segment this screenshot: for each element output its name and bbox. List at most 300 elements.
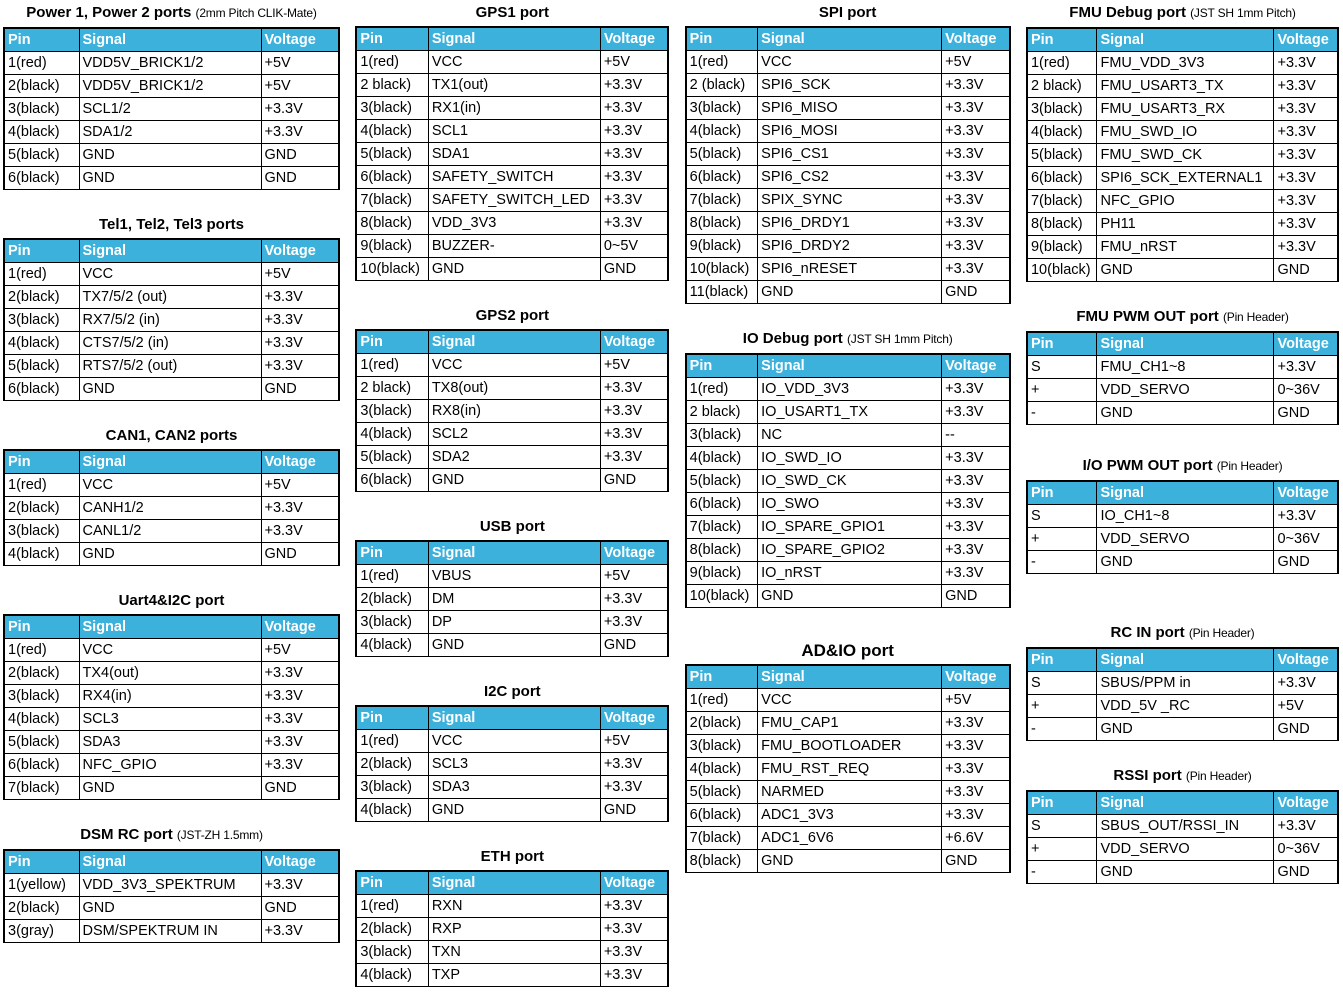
pin-cell: 3(black) [356, 97, 428, 120]
voltage-cell: +6.6V [942, 827, 1010, 850]
signal-cell: NARMED [758, 781, 942, 804]
pin-cell: 3(black) [4, 98, 79, 121]
voltage-cell: +3.3V [261, 685, 339, 708]
table-row [356, 964, 668, 987]
table-row [686, 212, 1010, 235]
voltage-cell: +3.3V [600, 189, 668, 212]
pin-cell: 9(black) [686, 562, 758, 585]
voltage-cell: +5V [261, 75, 339, 98]
signal-cell: IO_SWD_IO [758, 447, 942, 470]
signal-cell: SDA3 [79, 731, 261, 754]
pinout-table [1026, 480, 1339, 574]
table-row [1027, 213, 1338, 236]
table-row [1027, 402, 1338, 425]
voltage-cell: +5V [600, 51, 668, 74]
pin-cell: 3(black) [356, 400, 428, 423]
table-title [685, 330, 1011, 348]
voltage-cell: +3.3V [942, 712, 1010, 735]
table-row [4, 520, 339, 543]
voltage-cell: +3.3V [1274, 75, 1338, 98]
port-table-section [3, 216, 340, 401]
signal-cell: SPI6_DRDY2 [758, 235, 942, 258]
table-row [1027, 379, 1338, 402]
column-header-pin: Pin [1027, 648, 1097, 672]
port-table-section [355, 848, 669, 987]
table-column-2 [355, 4, 669, 987]
signal-cell: SPI6_DRDY1 [758, 212, 942, 235]
pin-cell: S [1027, 815, 1097, 838]
table-header-row [356, 330, 668, 354]
signal-cell: GND [1097, 402, 1274, 425]
pin-cell: 5(black) [686, 470, 758, 493]
pin-cell: 5(black) [356, 446, 428, 469]
pin-cell: 4(black) [4, 708, 79, 731]
column-header-voltage: Voltage [261, 450, 339, 474]
pinout-table [355, 329, 669, 492]
voltage-cell: +3.3V [1274, 98, 1338, 121]
voltage-cell: GND [1274, 402, 1338, 425]
pin-cell: 2(black) [4, 286, 79, 309]
port-table-section [3, 826, 340, 943]
table-title-text: IO Debug port [742, 330, 843, 347]
voltage-cell: +3.3V [261, 731, 339, 754]
table-row [356, 97, 668, 120]
signal-cell: IO_SWD_CK [758, 470, 942, 493]
column-header-voltage: Voltage [1274, 332, 1338, 356]
signal-cell: GND [79, 777, 261, 800]
table-row [1027, 861, 1338, 884]
pin-cell: 3(black) [356, 611, 428, 634]
table-row [1027, 121, 1338, 144]
pinout-table [685, 26, 1011, 304]
signal-cell: RX8(in) [428, 400, 600, 423]
table-title [355, 307, 669, 324]
table-row [4, 639, 339, 662]
table-row [686, 470, 1010, 493]
pin-cell: 2(black) [4, 75, 79, 98]
table-row [356, 120, 668, 143]
signal-cell: GND [758, 850, 942, 873]
pin-cell: 3(black) [686, 735, 758, 758]
signal-cell: GND [1097, 861, 1274, 884]
column-header-signal: Signal [428, 330, 600, 354]
port-table-section [1026, 457, 1339, 574]
column-header-pin: Pin [1027, 28, 1097, 52]
signal-cell: VCC [79, 639, 261, 662]
table-row [356, 799, 668, 822]
table-title-note: (JST-ZH 1.5mm) [176, 828, 263, 842]
table-header-row [4, 615, 339, 639]
table-row [356, 634, 668, 657]
table-row [1027, 356, 1338, 379]
table-row [4, 309, 339, 332]
signal-cell: VDD_3V3_SPEKTRUM [79, 874, 261, 897]
voltage-cell: +3.3V [1274, 505, 1338, 528]
column-header-pin: Pin [4, 450, 79, 474]
pin-cell: 6(black) [4, 167, 79, 190]
pin-cell: 7(black) [356, 189, 428, 212]
voltage-cell: +5V [261, 263, 339, 286]
pin-cell: 8(black) [686, 539, 758, 562]
pin-cell: 1(red) [356, 354, 428, 377]
signal-cell: TX7/5/2 (out) [79, 286, 261, 309]
pin-cell: 4(black) [686, 758, 758, 781]
table-title-text: I2C port [483, 683, 541, 700]
voltage-cell: +3.3V [1274, 815, 1338, 838]
table-row [686, 585, 1010, 608]
voltage-cell: +3.3V [600, 120, 668, 143]
signal-cell: SDA3 [428, 776, 600, 799]
pin-cell: 5(black) [356, 143, 428, 166]
column-header-signal: Signal [758, 665, 942, 689]
table-row [1027, 838, 1338, 861]
port-table-section [1026, 767, 1339, 884]
column-header-signal: Signal [79, 450, 261, 474]
pin-cell: 6(black) [4, 378, 79, 401]
pinout-table [355, 705, 669, 822]
table-row [356, 588, 668, 611]
signal-cell: SPI6_SCK [758, 74, 942, 97]
pin-cell: - [1027, 551, 1097, 574]
table-row [1027, 144, 1338, 167]
voltage-cell: +3.3V [942, 378, 1010, 401]
table-row [356, 143, 668, 166]
table-row [686, 781, 1010, 804]
pin-cell: 2(black) [356, 588, 428, 611]
table-row [686, 378, 1010, 401]
voltage-cell: +3.3V [942, 539, 1010, 562]
signal-cell: TXN [428, 941, 600, 964]
voltage-cell: +3.3V [261, 920, 339, 943]
voltage-cell: GND [600, 799, 668, 822]
pin-cell: 4(black) [356, 634, 428, 657]
voltage-cell: GND [1274, 861, 1338, 884]
voltage-cell: GND [261, 777, 339, 800]
table-row [686, 97, 1010, 120]
signal-cell: VBUS [428, 565, 600, 588]
table-row [4, 497, 339, 520]
table-row [686, 539, 1010, 562]
voltage-cell: +3.3V [1274, 52, 1338, 75]
signal-cell: GND [1097, 718, 1274, 741]
table-header-row [356, 706, 668, 730]
column-header-pin: Pin [1027, 332, 1097, 356]
column-header-pin: Pin [356, 541, 428, 565]
pin-cell: - [1027, 718, 1097, 741]
voltage-cell: +3.3V [942, 189, 1010, 212]
signal-cell: VCC [428, 354, 600, 377]
table-title [355, 848, 669, 865]
pin-cell: 9(black) [686, 235, 758, 258]
signal-cell: FMU_SWD_IO [1097, 121, 1274, 144]
pin-cell: 1(yellow) [4, 874, 79, 897]
pin-cell: 2 black) [686, 401, 758, 424]
table-title [3, 826, 340, 844]
table-row [686, 758, 1010, 781]
table-row [4, 144, 339, 167]
port-table-section [685, 642, 1011, 873]
signal-cell: SPI6_SCK_EXTERNAL1 [1097, 167, 1274, 190]
signal-cell: SPI6_nRESET [758, 258, 942, 281]
signal-cell: GND [1097, 551, 1274, 574]
table-row [686, 562, 1010, 585]
table-row [1027, 98, 1338, 121]
column-header-voltage: Voltage [1274, 791, 1338, 815]
table-title-text: ETH port [480, 848, 544, 865]
column-header-pin: Pin [1027, 791, 1097, 815]
table-row [356, 166, 668, 189]
voltage-cell: +3.3V [1274, 190, 1338, 213]
column-header-voltage: Voltage [600, 541, 668, 565]
table-row [356, 377, 668, 400]
column-header-signal: Signal [79, 850, 261, 874]
pin-cell: 7(black) [1027, 190, 1097, 213]
port-table-section [685, 330, 1011, 608]
pin-cell: 9(black) [356, 235, 428, 258]
signal-cell: NFC_GPIO [79, 754, 261, 777]
column-header-pin: Pin [4, 28, 79, 52]
pin-cell: 4(black) [686, 447, 758, 470]
table-header-row [1027, 791, 1338, 815]
pin-cell: 2(black) [686, 712, 758, 735]
signal-cell: VDD_3V3 [428, 212, 600, 235]
column-header-voltage: Voltage [261, 850, 339, 874]
pin-cell: 5(black) [1027, 144, 1097, 167]
voltage-cell: 0~36V [1274, 528, 1338, 551]
signal-cell: GND [79, 144, 261, 167]
table-title-text: Power 1, Power 2 ports [26, 4, 192, 21]
pinout-table [3, 614, 340, 800]
table-row [1027, 190, 1338, 213]
pin-cell: 2(black) [4, 497, 79, 520]
column-header-pin: Pin [356, 706, 428, 730]
voltage-cell: +5V [600, 354, 668, 377]
table-row [1027, 528, 1338, 551]
signal-cell: FMU_RST_REQ [758, 758, 942, 781]
pin-cell: 5(black) [4, 355, 79, 378]
table-row [4, 98, 339, 121]
pin-cell: 5(black) [686, 143, 758, 166]
pin-cell: S [1027, 356, 1097, 379]
table-row [686, 493, 1010, 516]
column-header-signal: Signal [428, 706, 600, 730]
signal-cell: FMU_USART3_RX [1097, 98, 1274, 121]
table-title [3, 592, 340, 609]
table-row [4, 474, 339, 497]
voltage-cell: GND [600, 634, 668, 657]
voltage-cell: +3.3V [600, 776, 668, 799]
voltage-cell: +3.3V [600, 97, 668, 120]
table-header-row [1027, 332, 1338, 356]
column-header-pin: Pin [356, 330, 428, 354]
voltage-cell: +3.3V [1274, 213, 1338, 236]
column-header-voltage: Voltage [261, 239, 339, 263]
table-row [356, 212, 668, 235]
port-table-section [3, 4, 340, 190]
signal-cell: TX4(out) [79, 662, 261, 685]
table-title [1026, 457, 1339, 475]
voltage-cell: +3.3V [600, 588, 668, 611]
table-row [1027, 695, 1338, 718]
signal-cell: SCL2 [428, 423, 600, 446]
signal-cell: VDD5V_BRICK1/2 [79, 75, 261, 98]
signal-cell: NFC_GPIO [1097, 190, 1274, 213]
table-row [356, 753, 668, 776]
table-row [1027, 718, 1338, 741]
pin-cell: 6(black) [4, 754, 79, 777]
pin-cell: 6(black) [686, 166, 758, 189]
signal-cell: GND [758, 585, 942, 608]
signal-cell: VDD_SERVO [1097, 838, 1274, 861]
table-title-text: DSM RC port [80, 826, 173, 843]
pinout-table [355, 870, 669, 987]
voltage-cell: 0~36V [1274, 379, 1338, 402]
signal-cell: VCC [758, 51, 942, 74]
pinout-table [3, 449, 340, 566]
column-header-signal: Signal [428, 871, 600, 895]
voltage-cell: +3.3V [942, 74, 1010, 97]
pin-cell: 8(black) [686, 212, 758, 235]
table-row [686, 166, 1010, 189]
column-header-signal: Signal [758, 27, 942, 51]
pin-cell: 10(black) [686, 585, 758, 608]
table-row [686, 850, 1010, 873]
signal-cell: CTS7/5/2 (in) [79, 332, 261, 355]
table-title-text: RC IN port [1110, 624, 1185, 641]
pin-cell: 3(black) [686, 424, 758, 447]
column-header-voltage: Voltage [600, 330, 668, 354]
pin-cell: 6(black) [356, 469, 428, 492]
table-title [1026, 624, 1339, 642]
signal-cell: FMU_CH1~8 [1097, 356, 1274, 379]
table-row [686, 401, 1010, 424]
voltage-cell: +3.3V [1274, 356, 1338, 379]
column-header-signal: Signal [79, 615, 261, 639]
table-row [686, 735, 1010, 758]
signal-cell: SPI6_MOSI [758, 120, 942, 143]
table-row [356, 423, 668, 446]
voltage-cell: +5V [261, 52, 339, 75]
port-table-section [1026, 308, 1339, 425]
column-header-voltage: Voltage [942, 665, 1010, 689]
table-row [686, 712, 1010, 735]
table-title-text: I/O PWM OUT port [1082, 457, 1213, 474]
voltage-cell: +3.3V [942, 735, 1010, 758]
table-row [686, 235, 1010, 258]
signal-cell: SCL1 [428, 120, 600, 143]
pinout-table [1026, 790, 1339, 884]
table-header-row [4, 239, 339, 263]
voltage-cell: GND [600, 258, 668, 281]
table-header-row [686, 27, 1010, 51]
voltage-cell: GND [1274, 551, 1338, 574]
pinout-table [3, 238, 340, 401]
voltage-cell: +3.3V [261, 662, 339, 685]
signal-cell: VCC [428, 730, 600, 753]
voltage-cell: +3.3V [600, 143, 668, 166]
pin-cell: 1(red) [356, 565, 428, 588]
voltage-cell: +3.3V [261, 286, 339, 309]
table-title-note: (Pin Header) [1185, 769, 1252, 783]
column-header-signal: Signal [758, 354, 942, 378]
voltage-cell: +3.3V [600, 611, 668, 634]
table-row [356, 354, 668, 377]
pin-cell: 3(black) [1027, 98, 1097, 121]
voltage-cell: GND [942, 281, 1010, 304]
voltage-cell: +3.3V [942, 562, 1010, 585]
voltage-cell: GND [261, 167, 339, 190]
table-row [356, 74, 668, 97]
pin-cell: S [1027, 505, 1097, 528]
column-header-signal: Signal [428, 27, 600, 51]
table-title [685, 4, 1011, 21]
pinout-table [1026, 27, 1339, 282]
column-header-signal: Signal [1097, 791, 1274, 815]
table-row [4, 777, 339, 800]
signal-cell: SBUS_OUT/RSSI_IN [1097, 815, 1274, 838]
voltage-cell: +3.3V [942, 97, 1010, 120]
signal-cell: GND [79, 543, 261, 566]
voltage-cell: +3.3V [1274, 236, 1338, 259]
voltage-cell: +5V [600, 730, 668, 753]
pin-cell: + [1027, 838, 1097, 861]
voltage-cell: +3.3V [942, 258, 1010, 281]
table-title [1026, 4, 1339, 22]
pin-cell: - [1027, 402, 1097, 425]
table-column-4 [1026, 4, 1339, 884]
pin-cell: 8(black) [686, 850, 758, 873]
signal-cell: RXP [428, 918, 600, 941]
pin-cell: 6(black) [356, 166, 428, 189]
signal-cell: FMU_USART3_TX [1097, 75, 1274, 98]
pin-cell: 11(black) [686, 281, 758, 304]
voltage-cell: +3.3V [942, 493, 1010, 516]
table-title-text: CAN1, CAN2 ports [105, 427, 238, 444]
voltage-cell: +3.3V [942, 758, 1010, 781]
pin-cell: 9(black) [1027, 236, 1097, 259]
table-row [1027, 815, 1338, 838]
voltage-cell: +3.3V [942, 781, 1010, 804]
table-title-text: Uart4&I2C port [118, 592, 225, 609]
table-row [4, 263, 339, 286]
voltage-cell: +3.3V [942, 235, 1010, 258]
voltage-cell: +3.3V [261, 121, 339, 144]
signal-cell: DM [428, 588, 600, 611]
signal-cell: SPI6_CS2 [758, 166, 942, 189]
pin-cell: 1(red) [4, 474, 79, 497]
signal-cell: ADC1_3V3 [758, 804, 942, 827]
signal-cell: DP [428, 611, 600, 634]
column-header-voltage: Voltage [1274, 481, 1338, 505]
pin-cell: 5(black) [4, 731, 79, 754]
table-row [4, 121, 339, 144]
voltage-cell: +3.3V [261, 708, 339, 731]
table-title [685, 642, 1011, 659]
port-table-section [1026, 4, 1339, 282]
pin-cell: 3(gray) [4, 920, 79, 943]
column-header-voltage: Voltage [942, 354, 1010, 378]
table-title-note: (Pin Header) [1216, 459, 1283, 473]
table-row [1027, 551, 1338, 574]
table-header-row [686, 354, 1010, 378]
port-table-section [685, 4, 1011, 304]
table-header-row [1027, 648, 1338, 672]
pin-cell: + [1027, 528, 1097, 551]
table-header-row [686, 665, 1010, 689]
signal-cell: SAFETY_SWITCH_LED [428, 189, 600, 212]
table-title-note: (2mm Pitch CLIK-Mate) [195, 6, 317, 20]
voltage-cell: +5V [1274, 695, 1338, 718]
